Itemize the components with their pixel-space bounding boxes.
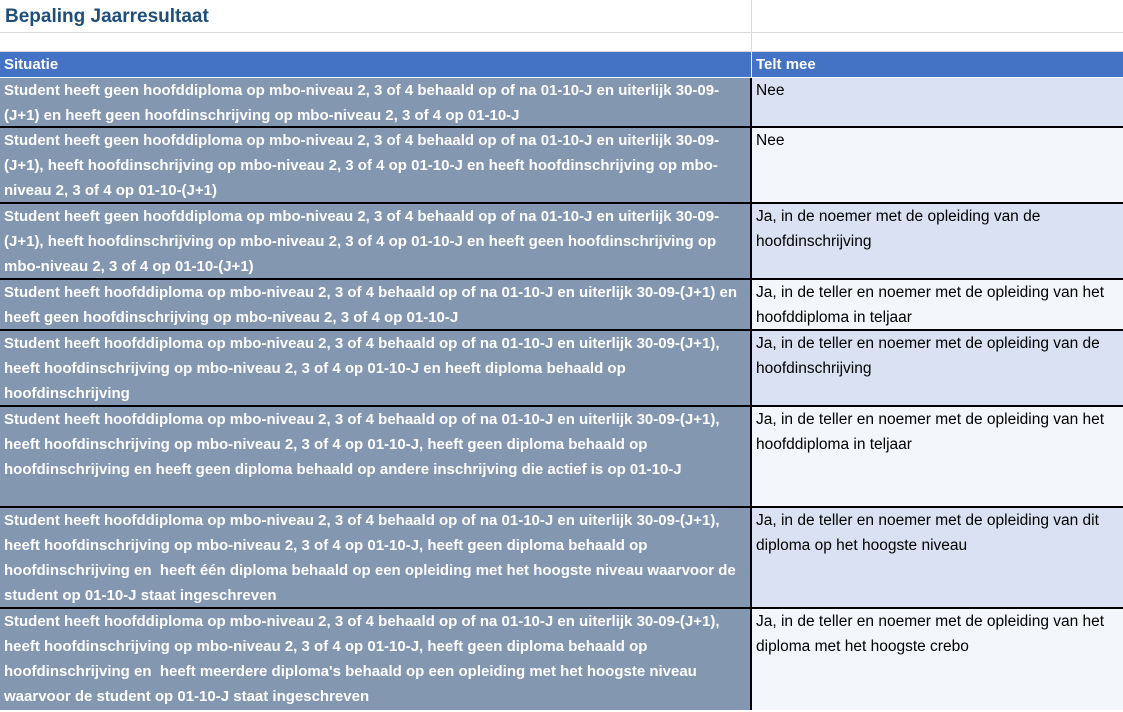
- telt-mee-cell[interactable]: Nee: [752, 78, 1123, 126]
- empty-cell[interactable]: [0, 33, 752, 51]
- sheet-title[interactable]: Bepaling Jaarresultaat: [0, 0, 752, 32]
- telt-mee-cell[interactable]: Ja, in de noemer met de opleiding van de hoofdinschrijving: [752, 204, 1123, 278]
- telt-mee-cell[interactable]: Ja, in de teller en noemer met de opleiding van het hoofddiploma in teljaar: [752, 280, 1123, 329]
- situatie-cell[interactable]: Student heeft geen hoofddiploma op mbo-niveau 2, 3 of 4 behaald op of na 01-10-J en uiterlijk 30-09-(J+1) en heeft geen hoofdinschrijving op mbo-niveau 2, 3 of 4 op 01-10-J: [0, 78, 752, 126]
- situatie-cell[interactable]: Student heeft hoofddiploma op mbo-niveau 2, 3 of 4 behaald op of na 01-10-J en uiterlijk 30-09-(J+1), heeft hoofdinschrijving op mbo-niveau 2, 3 of 4 op 01-10-J, heeft geen diploma behaald op hoofdinschrijving en heeft geen diploma behaald op andere inschrijving die actief is op 01-10-J: [0, 407, 752, 506]
- table-row: [0, 280, 1123, 331]
- situatie-cell[interactable]: Student heeft hoofddiploma op mbo-niveau 2, 3 of 4 behaald op of na 01-10-J en uiterlijk 30-09-(J+1), heeft hoofdinschrijving op mbo-niveau 2, 3 of 4 op 01-10-J, heeft geen diploma behaald op hoofdinschrijving en heeft één diploma behaald op een opleiding met het hoogste niveau waarvoor de student op 01-10-J staat ingeschreven: [0, 508, 752, 607]
- table-row: [0, 128, 1123, 204]
- situatie-cell[interactable]: Student heeft hoofddiploma op mbo-niveau 2, 3 of 4 behaald op of na 01-10-J en uiterlijk 30-09-(J+1), heeft hoofdinschrijving op mbo-niveau 2, 3 of 4 op 01-10-J en heeft diploma behaald op hoofdinschrijving: [0, 331, 752, 405]
- table-row: [0, 204, 1123, 280]
- empty-cell[interactable]: [752, 33, 1123, 51]
- situatie-cell[interactable]: Student heeft hoofddiploma op mbo-niveau 2, 3 of 4 behaald op of na 01-10-J en uiterlijk 30-09-(J+1), heeft hoofdinschrijving op mbo-niveau 2, 3 of 4 op 01-10-J, heeft geen diploma behaald op hoofdinschrijving en heeft meerdere diploma's behaald op een opleiding met het hoogste niveau waarvoor de student op 01-10-J staat ingeschreven: [0, 609, 752, 710]
- table-header-row: [0, 52, 1123, 78]
- telt-mee-cell[interactable]: Ja, in de teller en noemer met de opleiding van dit diploma op het hoogste niveau: [752, 508, 1123, 607]
- table-row: [0, 508, 1123, 609]
- telt-mee-cell[interactable]: Nee: [752, 128, 1123, 202]
- table-row: [0, 609, 1123, 710]
- situatie-cell[interactable]: Student heeft hoofddiploma op mbo-niveau 2, 3 of 4 behaald op of na 01-10-J en uiterlijk 30-09-(J+1) en heeft geen hoofdinschrijving op mbo-niveau 2, 3 of 4 op 01-10-J: [0, 280, 752, 329]
- telt-mee-cell[interactable]: Ja, in de teller en noemer met de opleiding van de hoofdinschrijving: [752, 331, 1123, 405]
- table-row: [0, 407, 1123, 508]
- empty-cell[interactable]: [752, 0, 1123, 32]
- telt-mee-cell[interactable]: Ja, in de teller en noemer met de opleiding van het hoofddiploma in teljaar: [752, 407, 1123, 506]
- spacer-row: [0, 33, 1123, 52]
- header-situatie[interactable]: Situatie: [0, 52, 752, 77]
- table-row: [0, 331, 1123, 407]
- situatie-cell[interactable]: Student heeft geen hoofddiploma op mbo-niveau 2, 3 of 4 behaald op of na 01-10-J en uiterlijk 30-09-(J+1), heeft hoofdinschrijving op mbo-niveau 2, 3 of 4 op 01-10-J en heeft geen hoofdinschrijving op mbo-niveau 2, 3 of 4 op 01-10-(J+1): [0, 204, 752, 278]
- telt-mee-cell[interactable]: Ja, in de teller en noemer met de opleiding van het diploma met het hoogste crebo: [752, 609, 1123, 710]
- header-telt-mee[interactable]: Telt mee: [756, 56, 816, 73]
- table-row: [0, 78, 1123, 128]
- title-row: [0, 0, 1123, 33]
- situatie-cell[interactable]: Student heeft geen hoofddiploma op mbo-niveau 2, 3 of 4 behaald op of na 01-10-J en uiterlijk 30-09-(J+1), heeft hoofdinschrijving op mbo-niveau 2, 3 of 4 op 01-10-J en heeft hoofdinschrijving op mbo-niveau 2, 3 of 4 op 01-10-(J+1): [0, 128, 752, 202]
